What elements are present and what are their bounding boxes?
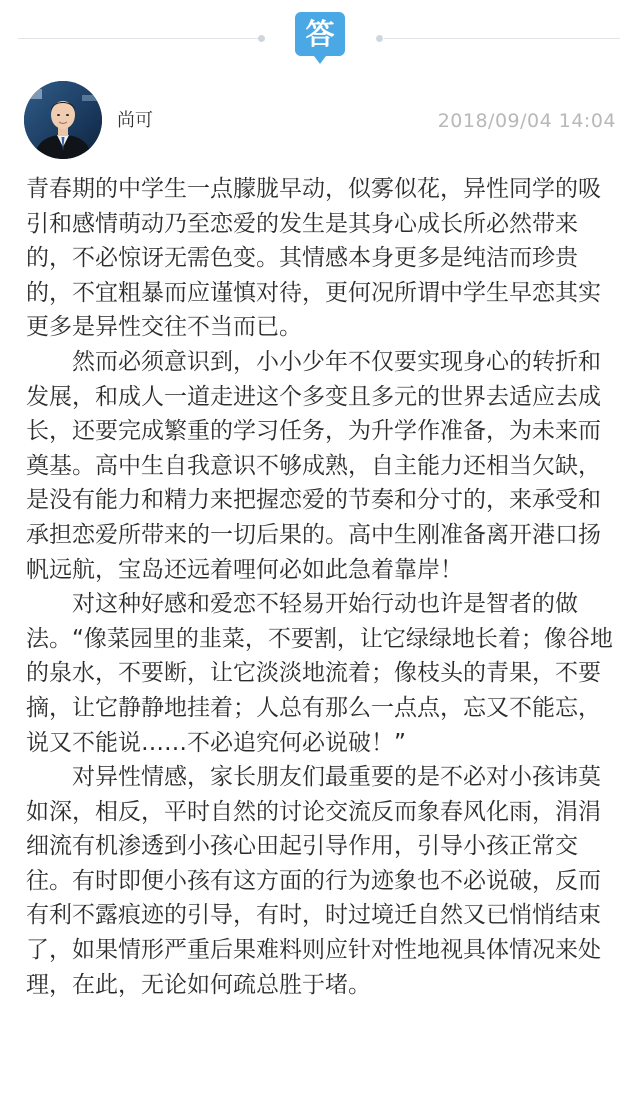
author-avatar[interactable] <box>24 81 102 159</box>
divider-dot-right <box>376 35 383 42</box>
answer-badge: 答 <box>295 12 345 56</box>
answer-paragraph-2: 然而必须意识到，小小少年不仅要实现身心的转折和发展，和成人一道走进这个多变且多元的世界去适应去成长，还要完成繁重的学习任务，为升学作准备，为未来而奠基。高中生自我意识不够成熟，自主能力还相当欠缺，是没有能力和精力来把握恋爱的节奏和分寸的，来承受和承担恋爱所带来的一切后果的。高中生刚准备离开港口扬帆远航，宝岛还远着哩何必如此急着靠岸！ <box>26 348 601 583</box>
answer-paragraph-1: 青春期的中学生一点朦胧早动，似雾似花，异性同学的吸引和感情萌动乃至恋爱的发生是其身心成长所必然带来的，不必惊讶无需色变。其情感本身更多是纯洁而珍贵的，不宜粗暴而应谨慎对待，更何况所谓中学生早恋其实更多是异性交往不当而已。 <box>26 176 601 341</box>
divider-line-left <box>18 38 260 39</box>
answer-paragraph-4: 对异性情感，家长朋友们最重要的是不必对小孩讳莫如深，相反，平时自然的讨论交流反而象春风化雨，涓涓细流有机渗透到小孩心田起引导作用，引导小孩正常交往。有时即便小孩有这方面的行为迹象也不必说破，反而有利不露痕迹的引导，有时，时过境迁自然又已悄悄结束了，如果情形严重后果难料则应针对性地视具体情况来处理，在此，无论如何疏总胜于堵。 <box>26 764 601 998</box>
author-name[interactable]: 尚可 <box>117 110 153 131</box>
answer-section-header <box>0 0 641 72</box>
answer-content <box>26 172 622 1002</box>
answer-paragraph-3: 对这种好感和爱恋不轻易开始行动也许是智者的做法。“像菜园里的韭菜，不要割，让它绿绿地长着；像谷地的泉水，不要断，让它淡淡地流着；像枝头的青果，不要摘，让它静静地挂着；人总有那么一点点，忘又不能忘，说又不能说……不必追究何必说破！” <box>26 591 613 756</box>
avatar-portrait-icon <box>24 81 102 159</box>
divider-dot-left <box>258 35 265 42</box>
author-row <box>24 81 616 159</box>
post-timestamp: 2018/09/04 14:04 <box>437 110 616 132</box>
divider-line-right <box>384 38 620 39</box>
